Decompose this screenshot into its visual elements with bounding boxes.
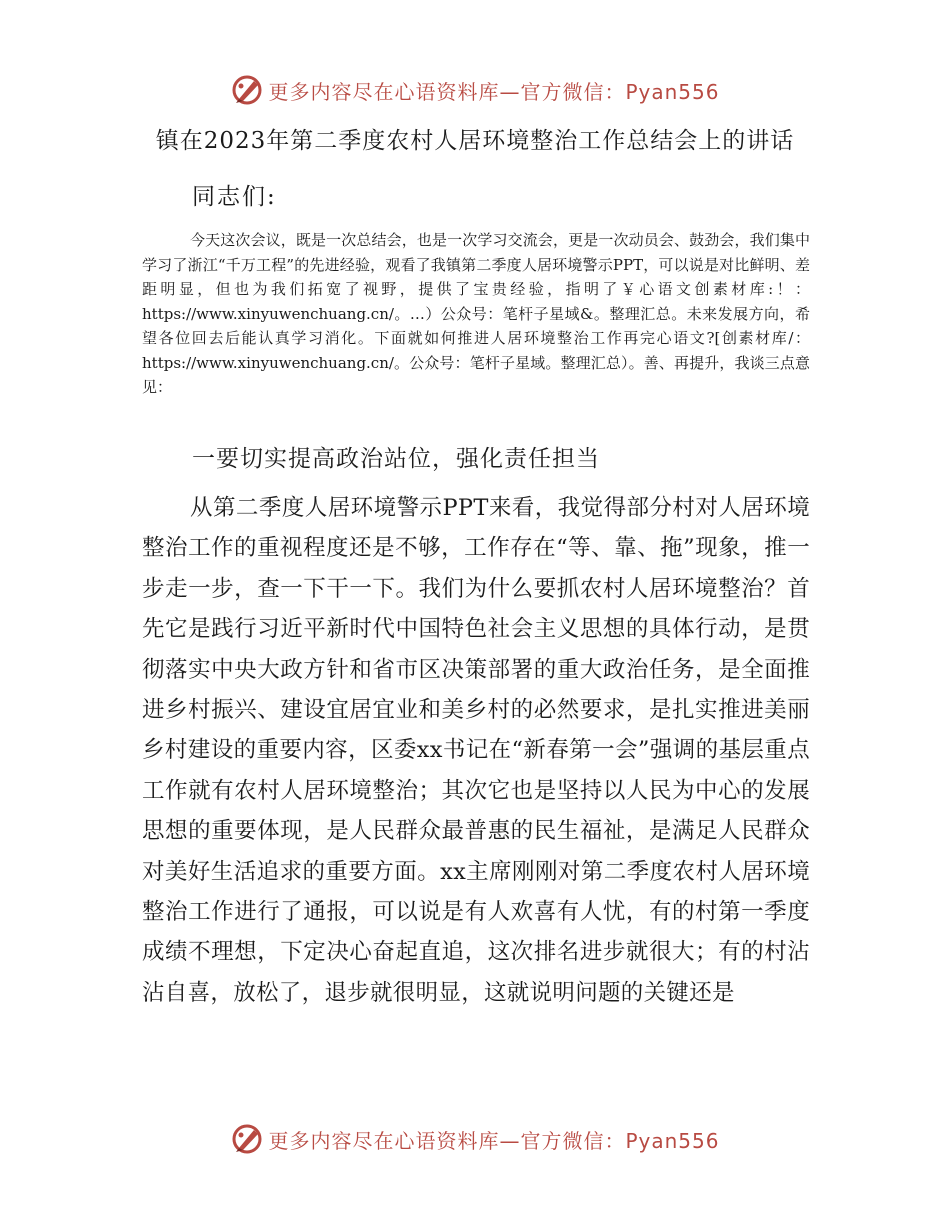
pen-logo-icon <box>230 1122 264 1156</box>
watermark-text: 更多内容尽在心语资料库—官方微信：Pyan556 <box>268 79 720 104</box>
header-watermark-banner <box>0 73 950 107</box>
pen-logo-icon <box>230 73 264 107</box>
footer-watermark-banner <box>0 1122 950 1156</box>
intro-paragraph: 今天这次会议，既是一次总结会，也是一次学习交流会，更是一次动员会、鼓劲会，我们集中学习了浙江“千万工程”的先进经验，观看了我镇第二季度人居环境警示PPT，可以说是对比鲜明、差距明显，但也为我们拓宽了视野，提供了宝贵经验，指明了￥心语文创素材库:！：https://www.xinyuwenchuang.cn/。…）公众号：笔杆子星域&。整理汇总。未来发展方向，希望各位回去后能认真学习消化。下面就如何推进人居环境整治工作再完心语文?[创素材库/：https://www.xinyuwenchuang.cn/。公众号：笔杆子星域。整理汇总）。善、再提升，我谈三点意见： <box>142 231 810 396</box>
salutation: 同志们: <box>192 184 277 210</box>
body-paragraph-1: 从第二季度人居环境警示PPT来看，我觉得部分村对人居环境整治工作的重视程度还是不够，工作存在“等、靠、拖”现象，推一步走一步，查一下干一下。我们为什么要抓农村人居环境整治？首先它是践行习近平新时代中国特色社会主义思想的具体行动，是贯彻落实中央大政方针和省市区决策部署的重大政治任务，是全面推进乡村振兴、建设宜居宜业和美乡村的必然要求，是扎实推进美丽乡村建设的重要内容，区委xx书记在“新春第一会”强调的基层重点工作就有农村人居环境整治；其次它也是坚持以人民为中心的发展思想的重要体现，是人民群众最普惠的民生福祉，是满足人民群众对美好生活追求的重要方面。xx主席刚刚对第二季度农村人居环境整治工作进行了通报，可以说是有人欢喜有人忧，有的村第一季度成绩不理想，下定决心奋起直追，这次排名进步就很大；有的村沾沾自喜，放松了，退步就很明显，这就说明问题的关键还是 <box>142 495 810 1006</box>
document-title: 镇在2023年第二季度农村人居环境整治工作总结会上的讲话 <box>155 128 795 154</box>
watermark-text: 更多内容尽在心语资料库—官方微信：Pyan556 <box>268 1128 720 1153</box>
section-heading-1: 一要切实提高政治站位，强化责任担当 <box>192 446 600 472</box>
